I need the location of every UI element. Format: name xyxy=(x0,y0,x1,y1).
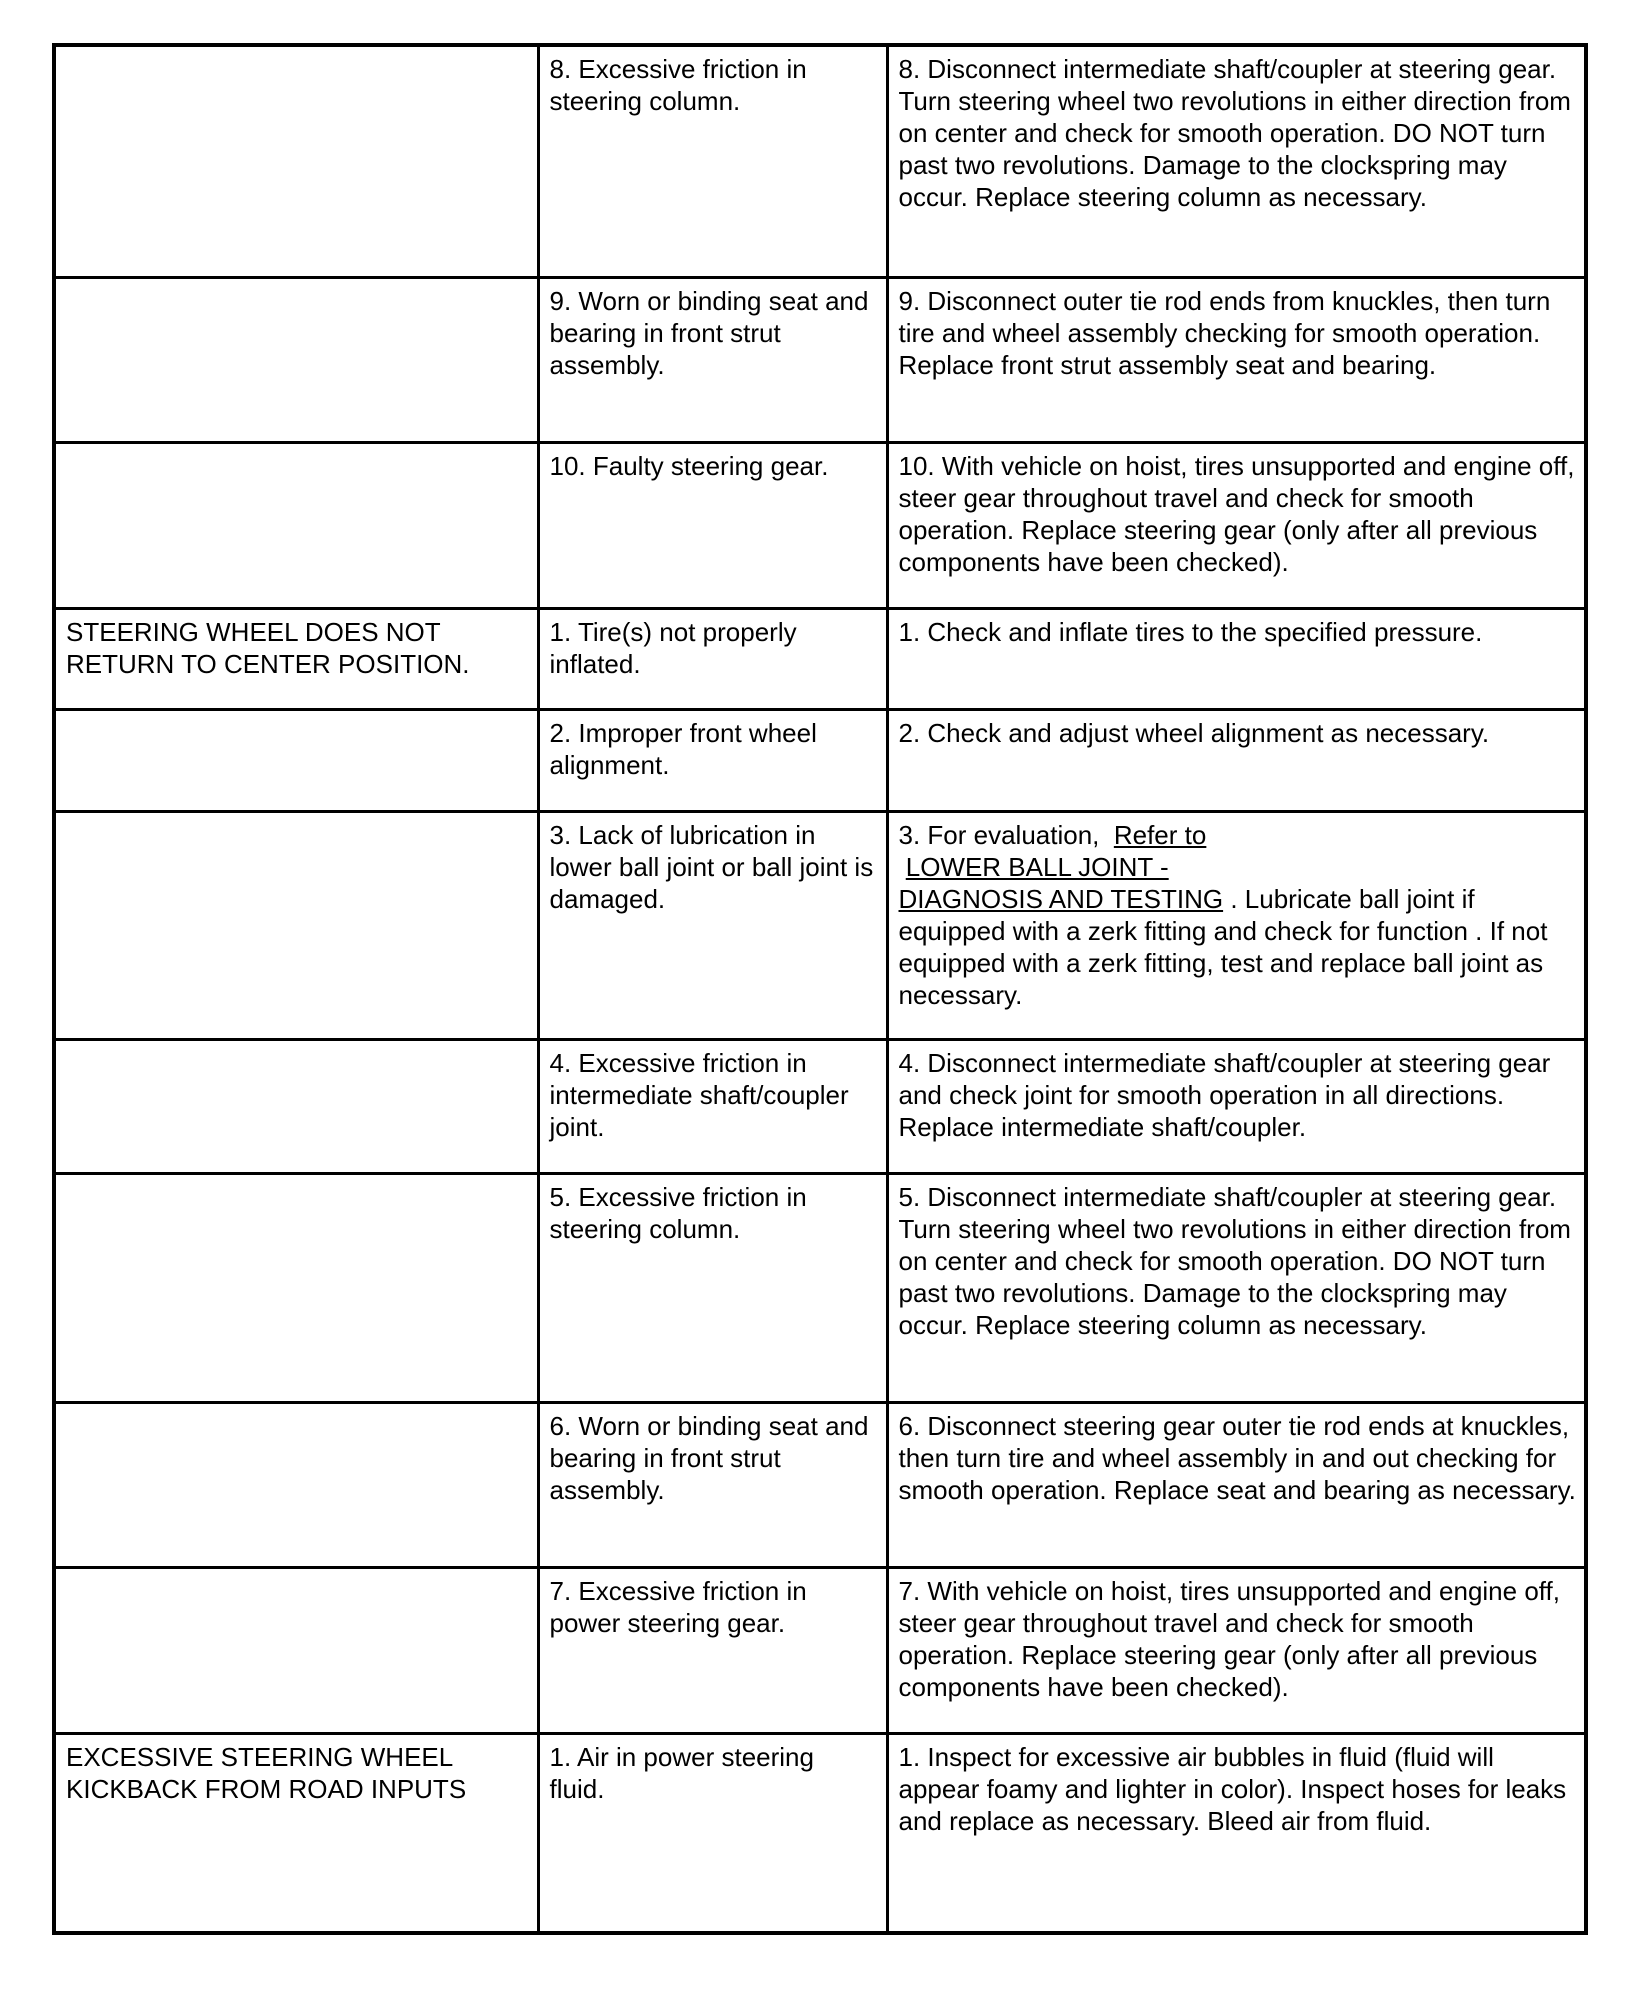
cause-cell: 10. Faulty steering gear. xyxy=(538,442,887,608)
table-row xyxy=(54,1567,1586,1733)
correction-cell: 5. Disconnect intermediate shaft/coupler at steering gear. Turn steering wheel two revolutions in either direction from on center and check for smooth operation. DO NOT turn past two revolutions. Damage to the clockspring may occur. Replace steering column as necessary. xyxy=(887,1173,1586,1402)
cause-cell: 4. Excessive friction in intermediate shaft/coupler joint. xyxy=(538,1039,887,1173)
lower-ball-joint-link[interactable]: LOWER BALL JOINT - xyxy=(905,851,1169,882)
table-row xyxy=(54,709,1586,811)
correction-cell: 10. With vehicle on hoist, tires unsupported and engine off, steer gear throughout travel and check for smooth operation. Replace steering gear (only after all previous components have been checked). xyxy=(887,442,1586,608)
condition-cell xyxy=(54,1567,538,1733)
refer-to-link[interactable]: Refer to xyxy=(1113,819,1207,850)
correction-text: 3. For evaluation, xyxy=(898,819,1100,850)
cause-cell: 3. Lack of lubrication in lower ball joint or ball joint is damaged. xyxy=(538,811,887,1039)
condition-cell xyxy=(54,1173,538,1402)
condition-cell xyxy=(54,1402,538,1567)
condition-cell: STEERING WHEEL DOES NOT RETURN TO CENTER POSITION. xyxy=(54,608,538,709)
correction-cell: 4. Disconnect intermediate shaft/coupler at steering gear and check joint for smooth operation in all directions. Replace intermediate shaft/coupler. xyxy=(887,1039,1586,1173)
correction-cell: 9. Disconnect outer tie rod ends from knuckles, then turn tire and wheel assembly checking for smooth operation. Replace front strut assembly seat and bearing. xyxy=(887,277,1586,442)
table-row xyxy=(54,608,1586,709)
condition-cell xyxy=(54,1039,538,1173)
cause-cell: 1. Tire(s) not properly inflated. xyxy=(538,608,887,709)
table-row xyxy=(54,1039,1586,1173)
table-row xyxy=(54,442,1586,608)
correction-cell: 6. Disconnect steering gear outer tie rod ends at knuckles, then turn tire and wheel assembly in and out checking for smooth operation. Replace seat and bearing as necessary. xyxy=(887,1402,1586,1567)
cause-cell: 7. Excessive friction in power steering gear. xyxy=(538,1567,887,1733)
correction-cell: 8. Disconnect intermediate shaft/coupler at steering gear. Turn steering wheel two revolutions in either direction from on center and check for smooth operation. DO NOT turn past two revolutions. Damage to the clockspring may occur. Replace steering column as necessary. xyxy=(887,45,1586,277)
condition-cell xyxy=(54,45,538,277)
table-row xyxy=(54,45,1586,277)
table-row xyxy=(54,1733,1586,1933)
correction-cell: 1. Inspect for excessive air bubbles in fluid (fluid will appear foamy and lighter in color). Inspect hoses for leaks and replace as necessary. Bleed air from fluid. xyxy=(887,1733,1586,1933)
cause-cell: 1. Air in power steering fluid. xyxy=(538,1733,887,1933)
table-row xyxy=(54,1402,1586,1567)
condition-cell xyxy=(54,442,538,608)
correction-cell: 2. Check and adjust wheel alignment as necessary. xyxy=(887,709,1586,811)
condition-cell xyxy=(54,709,538,811)
diagnosis-and-testing-link[interactable]: DIAGNOSIS AND TESTING xyxy=(898,883,1224,914)
table-row xyxy=(54,1173,1586,1402)
correction-cell: 1. Check and inflate tires to the specified pressure. xyxy=(887,608,1586,709)
diagnosis-table xyxy=(52,43,1588,1935)
cause-cell: 6. Worn or binding seat and bearing in front strut assembly. xyxy=(538,1402,887,1567)
cause-cell: 9. Worn or binding seat and bearing in front strut assembly. xyxy=(538,277,887,442)
condition-cell: EXCESSIVE STEERING WHEEL KICKBACK FROM ROAD INPUTS xyxy=(54,1733,538,1933)
cause-cell: 2. Improper front wheel alignment. xyxy=(538,709,887,811)
correction-cell: 7. With vehicle on hoist, tires unsupported and engine off, steer gear throughout travel and check for smooth operation. Replace steering gear (only after all previous components have been checked). xyxy=(887,1567,1586,1733)
correction-text: . Lubricate ball joint if equipped with a zerk fitting and check for function . If not equipped with a zerk fitting, test and replace ball joint as necessary. xyxy=(898,883,1548,1010)
condition-cell xyxy=(54,277,538,442)
table-row xyxy=(54,277,1586,442)
cause-cell: 5. Excessive friction in steering column. xyxy=(538,1173,887,1402)
condition-cell xyxy=(54,811,538,1039)
correction-cell xyxy=(887,811,1586,1039)
cause-cell: 8. Excessive friction in steering column. xyxy=(538,45,887,277)
table-row xyxy=(54,811,1586,1039)
